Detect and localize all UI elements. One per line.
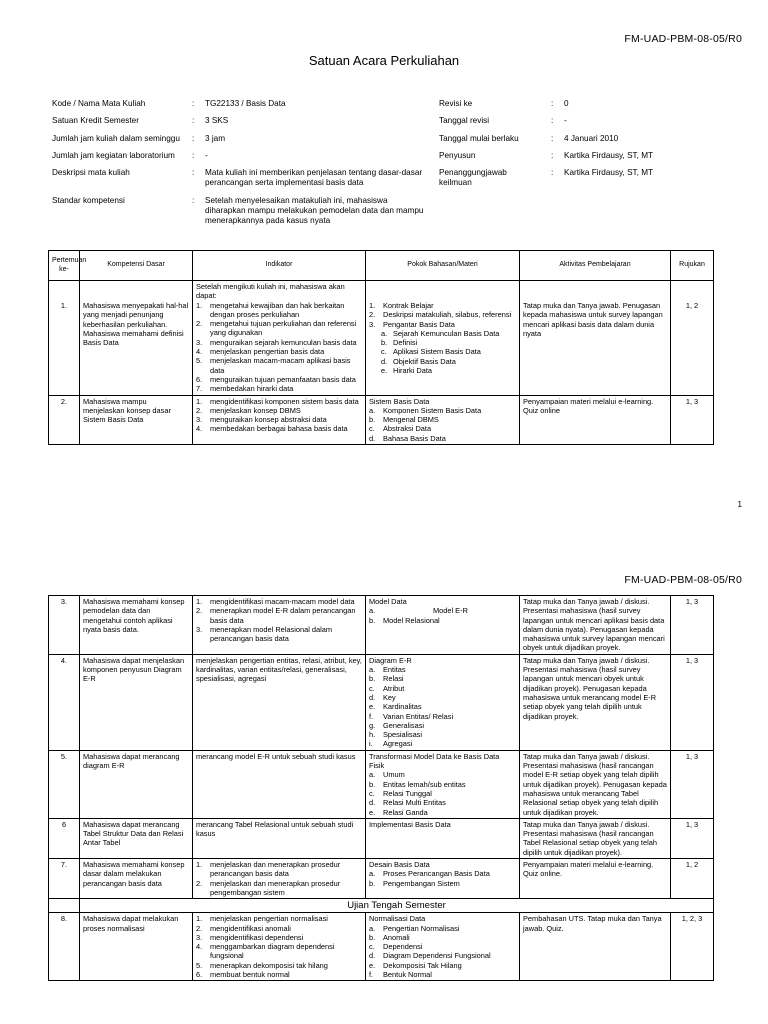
info-value: 3 SKS (205, 116, 229, 125)
list-item: 3. menerapkan model Relasional dalam perancangan basis data (196, 624, 333, 644)
list-item: c. Dependensi (369, 942, 423, 952)
list-item: b. Definisi (381, 338, 418, 348)
info-value: 3 jam (205, 134, 226, 143)
pokok-list (369, 770, 516, 816)
indikator-list (196, 914, 362, 979)
rujukan-cell: 1, 2 (671, 281, 714, 396)
list-item: h. Spesialisasi (369, 730, 423, 740)
aktivitas-cell: Pembahasan UTS. Tatap muka dan Tanya jawab. Quiz. (520, 913, 671, 981)
table-row (49, 654, 714, 750)
indikator-cell: merancang model E-R untuk sebuah studi kasus (193, 750, 366, 818)
kompetensi-cell: Mahasiswa dapat melakukan proses normalisasi (80, 913, 193, 981)
kompetensi-cell: Mahasiswa memahami konsep dasar dalam melakukan perancangan basis data (80, 859, 193, 899)
list-item: 5. menjelaskan macam-macam aplikasi basis data (196, 356, 351, 375)
info-separator: : (192, 168, 195, 177)
midterm-exam-row (49, 899, 714, 913)
pokok-intro: Transformasi Model Data ke Basis Data Fisik (369, 751, 500, 771)
aktivitas-cell: Tatap muka dan Tanya jawab / diskusi. Presentasi mahasiswa (hasil rancangan model E-R setiap obyek yang telah dipilih untuk dijadikan proyek). Penugasan kepada mahasiswa untuk merancang Tabel Relasional setiap obyek yang telah dipilih untuk dijadikan proyek. (520, 750, 671, 818)
list-item: 2. Deskripsi matakuliah, silabus, referensi (369, 310, 512, 320)
pokok-bahasan-cell (366, 913, 520, 981)
header-aktivitas: Aktivitas Pembelajaran (520, 251, 671, 281)
pokok-bahasan-cell (366, 395, 520, 444)
info-separator: : (192, 196, 195, 205)
kompetensi-cell: Mahasiswa menyepakati hal-hal yang menjadi penunjang keberhasilan perkuliahan. Mahasiswa memahami definisi Basis Data (80, 281, 193, 396)
table-row (49, 913, 714, 981)
pokok-intro: Normalisasi Data (369, 914, 426, 924)
indikator-cell (193, 859, 366, 899)
meeting-number: 2. (49, 395, 80, 444)
form-code: FM-UAD-PBM-08-05/R0 (624, 33, 742, 45)
pokok-list (369, 301, 516, 375)
list-item: a. Komponen Sistem Basis Data (369, 405, 482, 415)
pokok-intro: Diagram E-R (369, 655, 412, 665)
list-item: d. Key (369, 692, 396, 702)
list-item: g. Generalisasi (369, 720, 425, 730)
list-item: d. Objektif Basis Data (381, 356, 456, 366)
sap-table-page-2 (48, 595, 714, 981)
form-code: FM-UAD-PBM-08-05/R0 (624, 574, 742, 586)
rujukan-cell: 1, 2, 3 (671, 913, 714, 981)
list-item: 2. menerapkan model E-R dalam perancangan basis data (196, 606, 356, 625)
pokok-bahasan-cell (366, 859, 520, 899)
list-item: e. Dekomposisi Tak Hilang (369, 960, 462, 970)
list-item: d. Bahasa Basis Data (369, 433, 446, 443)
info-label: Revisi ke (439, 99, 473, 108)
kompetensi-cell: Mahasiswa dapat merancang diagram E-R (80, 750, 193, 818)
aktivitas-cell: Penyampaian materi melalui e-learning. Quiz online (520, 395, 671, 444)
aktivitas-cell: Tatap muka dan Tanya jawab / diskusi. Presentasi mahasiswa (hasil survey lapangan untuk mencari aplikasi basis data dalam dunia nyata). Penugasan kepada mahasiswa untuk survey lapangan mencari obyek untuk dijadikan proyek. (520, 596, 671, 655)
midterm-spacer (49, 899, 80, 913)
list-item: 1. Kontrak Belajar (369, 301, 434, 310)
table-row (49, 859, 714, 899)
info-separator: : (192, 151, 195, 160)
list-item: b. Relasi (369, 674, 404, 684)
list-item: c. Relasi Tunggal (369, 788, 432, 798)
info-separator: : (192, 134, 195, 143)
header-kompetensi: Kompetensi Dasar (80, 251, 193, 281)
list-item: 4. membedakan berbagai bahasa basis data (196, 424, 348, 434)
meeting-number: 4. (49, 654, 80, 750)
list-item: a. Entitas (369, 665, 406, 675)
info-label: Standar kompetensi (52, 196, 125, 205)
pokok-bahasan-cell (366, 750, 520, 818)
pokok-intro: Desain Basis Data (369, 860, 430, 870)
info-value: - (205, 151, 208, 160)
list-item: c. Atribut (369, 683, 405, 693)
midterm-exam-label: Ujian Tengah Semester (80, 899, 714, 913)
document-title: Satuan Acara Perkuliahan (308, 53, 460, 68)
list-item: a. Umum (369, 770, 405, 780)
list-item: 2. menjelaskan konsep DBMS (196, 405, 301, 415)
list-item: b. Model Relasional (369, 615, 440, 625)
indikator-list (196, 301, 362, 394)
kompetensi-cell: Mahasiswa mampu menjelaskan konsep dasar Sistem Basis Data (80, 395, 193, 444)
info-value: Setelah menyelesaikan matakuliah ini, mahasiswa diharapkan mampu melakukan pemodelan data dan mampu menerapkannya pada kasus nyata (205, 196, 424, 225)
info-separator: : (551, 168, 554, 177)
list-item: c. Abstraksi Data (369, 424, 432, 434)
list-item: 2. menjelaskan dan menerapkan prosedur pengembangan sistem (196, 878, 341, 897)
kompetensi-cell: Mahasiswa memahami konsep pemodelan data dan mengetahui contoh aplikasi nyata basis data. (80, 596, 193, 655)
indikator-cell (193, 913, 366, 981)
info-separator: : (551, 116, 554, 125)
pokok-bahasan-cell: Implementasi Basis Data (366, 818, 520, 858)
aktivitas-cell: Tatap muka dan Tanya jawab. Penugasan kepada mahasiswa untuk survey lapangan mencari aplikasi basis data dalam dunia nyata (520, 281, 671, 396)
info-value: - (564, 116, 567, 125)
header-pertemuan: Pertemuan ke- (49, 251, 80, 281)
aktivitas-cell: Tatap muka dan Tanya jawab / diskusi. Presentasi mahasiswa (hasil rancangan Tabel Relasional setiap obyek yang telah dipilih untuk dijadikan proyek). (520, 818, 671, 858)
list-item: i. Agregasi (369, 739, 413, 749)
list-item: b. Mengenal DBMS (369, 415, 439, 425)
indikator-list (196, 597, 362, 643)
list-item: 6. membuat bentuk normal (196, 969, 290, 979)
info-label: Tanggal mulai berlaku (439, 134, 519, 143)
meeting-number: 7. (49, 859, 80, 899)
pokok-intro: Model Data (369, 597, 407, 606)
kompetensi-cell: Mahasiswa dapat merancang Tabel Struktur Data dan Relasi Antar Tabel (80, 818, 193, 858)
aktivitas-cell: Penyampaian materi melalui e-learning. Quiz online. (520, 859, 671, 899)
list-item: b. Pengembangan Sistem (369, 878, 460, 888)
list-item: 1. mengetahui kewajiban dan hak berkaitan dengan proses perkuliahan (196, 300, 345, 319)
meeting-number: 6 (49, 818, 80, 858)
list-item: a. Pengertian Normalisasi (369, 923, 460, 933)
info-separator: : (551, 99, 554, 108)
sap-table-page-1 (48, 250, 714, 445)
list-item: 1. mengidentifikasi macam-macam model data (196, 597, 355, 606)
header-pokok-bahasan: Pokok Bahasan/Materi (366, 251, 520, 281)
list-item: 1. menjelaskan dan menerapkan prosedur perancangan basis data (196, 860, 341, 879)
list-item: 3. menguraikan konsep abstraksi data (196, 415, 327, 425)
table-row (49, 281, 714, 396)
rujukan-cell: 1, 3 (671, 596, 714, 655)
list-item: 5. menerapkan dekomposisi tak hilang (196, 960, 328, 970)
list-item: 1. menjelaskan pengertian normalisasi (196, 914, 328, 924)
table-row (49, 596, 714, 655)
document-page-2 (0, 568, 768, 1024)
info-separator: : (551, 134, 554, 143)
info-value: 4 Januari 2010 (564, 134, 619, 143)
rujukan-cell: 1, 3 (671, 395, 714, 444)
page-gap (0, 540, 768, 568)
table-header-row (49, 251, 714, 281)
list-item: d. Diagram Dependensi Fungsional (369, 951, 491, 961)
list-item: b. Anomali (369, 932, 410, 942)
pokok-bahasan-cell (366, 654, 520, 750)
info-value: TG22133 / Basis Data (205, 99, 286, 108)
rujukan-cell: 1, 3 (671, 750, 714, 818)
header-rujukan: Rujukan (671, 251, 714, 281)
info-separator: : (551, 151, 554, 160)
info-label: Satuan Kredit Semester (52, 116, 139, 125)
list-item: e. Relasi Ganda (369, 807, 428, 817)
indikator-cell (193, 281, 366, 396)
list-item: 2. mengidentifikasi anomali (196, 923, 291, 933)
list-item: c. Aplikasi Sistem Basis Data (381, 347, 481, 357)
pokok-bahasan-cell (366, 281, 520, 396)
rujukan-cell: 1, 2 (671, 859, 714, 899)
rujukan-cell: 1, 3 (671, 654, 714, 750)
info-value: Kartika Firdausy, ST, MT (564, 151, 654, 160)
list-item: a. Proses Perancangan Basis Data (369, 869, 490, 879)
list-item: d. Relasi Multi Entitas (369, 798, 446, 808)
list-item: f. Varian Entitas/ Relasi (369, 711, 454, 721)
pokok-bahasan-cell (366, 596, 520, 655)
aktivitas-cell: Tatap muka dan Tanya jawab / diskusi. Presentasi mahasiswa (hasil survey lapangan untuk mencari obyek untuk dijadikan proyek). Penugasan kepada mahasiswa untuk merancang model E-R setiap obyek yang telah dipilih untuk dijadikan proyek. (520, 654, 671, 750)
list-item: 3. mengidentifikasi dependensi (196, 932, 304, 942)
list-item: a. Model E-R (369, 606, 468, 616)
indikator-cell (193, 596, 366, 655)
info-label: Deskripsi mata kuliah (52, 168, 130, 177)
list-item: f. Bentuk Normal (369, 969, 432, 979)
header-indikator: Indikator (193, 251, 366, 281)
info-label: Jumlah jam kuliah dalam seminggu (52, 134, 180, 143)
indikator-cell: merancang Tabel Relasional untuk sebuah studi kasus (193, 818, 366, 858)
pokok-list (369, 869, 516, 888)
kompetensi-cell: Mahasiswa dapat menjelaskan komponen penyusun Diagram E-R (80, 654, 193, 750)
list-item: 6. menguraikan tujuan pemanfaatan basis data (196, 374, 356, 384)
info-separator: : (192, 99, 195, 108)
indikator-intro: Setelah mengikuti kuliah ini, mahasiswa akan dapat: (196, 282, 345, 301)
list-item: 3. Pengantar Basis Data (369, 319, 455, 329)
list-item: 7. membedakan hirarki data (196, 384, 294, 394)
info-value: Mata kuliah ini memberikan penjelasan tentang dasar-dasar perancangan serta implementasi basis data (205, 168, 423, 187)
info-value: 0 (564, 99, 569, 108)
indikator-cell: menjelaskan pengertian entitas, relasi, atribut, key, kardinalitas, varian entitas/relasi, generalisasi, spesialisasi, agregasi (193, 654, 366, 750)
pokok-list (369, 665, 516, 749)
page-number: 1 (737, 500, 742, 509)
course-info-left (52, 99, 432, 239)
course-info-right (439, 99, 739, 199)
info-label: Kode / Nama Mata Kuliah (52, 99, 146, 108)
table-row (49, 818, 714, 858)
list-item: 1. mengidentifikasi komponen sistem basis data (196, 396, 359, 406)
info-label: Jumlah jam kegiatan laboratorium (52, 151, 175, 160)
list-item: 3. menguraikan sejarah kemunculan basis data (196, 337, 357, 347)
meeting-number: 5. (49, 750, 80, 818)
info-separator: : (192, 116, 195, 125)
list-item: 4. menggambarkan diagram dependensi fungsional (196, 942, 335, 961)
info-label: Penanggungjawab keilmuan (439, 168, 507, 187)
list-item: a. Sejarah Kemunculan Basis Data (381, 328, 500, 338)
list-item: b. Entitas lemah/sub entitas (369, 779, 466, 789)
meeting-number: 8. (49, 913, 80, 981)
list-item: 4. menjelaskan pengertian basis data (196, 347, 325, 357)
indikator-cell (193, 395, 366, 444)
info-value: Kartika Firdausy, ST, MT (564, 168, 654, 177)
list-item: 2. mengetahui tujuan perkuliahan dan referensi yang digunakan (196, 319, 357, 338)
list-item: e. Hirarki Data (381, 366, 433, 376)
pokok-list (369, 606, 516, 625)
indikator-list (196, 860, 362, 897)
indikator-list (196, 397, 362, 434)
rujukan-cell: 1, 3 (671, 818, 714, 858)
pokok-intro: Sistem Basis Data (369, 396, 430, 406)
table-row (49, 750, 714, 818)
meeting-number: 3. (49, 596, 80, 655)
info-label: Tanggal revisi (439, 116, 490, 125)
list-item: e. Kardinalitas (369, 702, 422, 712)
info-label: Penyusun (439, 151, 476, 160)
pokok-list (369, 924, 516, 980)
pokok-list (369, 406, 516, 443)
table-row (49, 395, 714, 444)
meeting-number: 1. (49, 281, 80, 396)
